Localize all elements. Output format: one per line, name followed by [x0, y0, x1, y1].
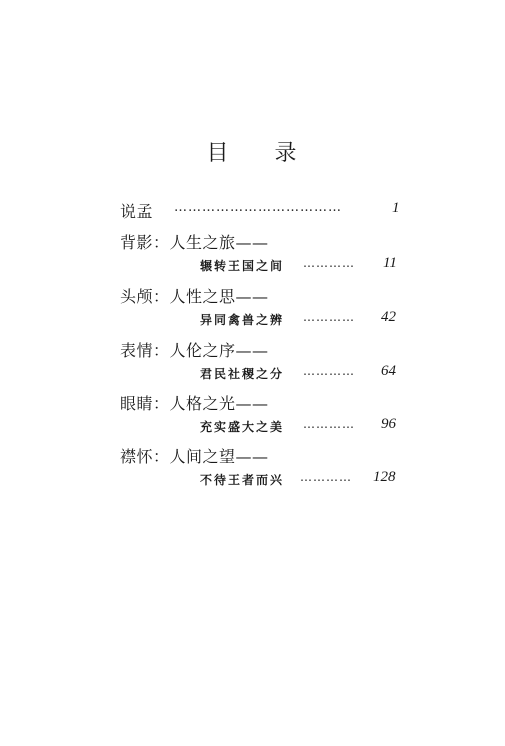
toc-entry-title[interactable]: 头颅：人性之思—— — [120, 287, 269, 306]
toc-entry-title[interactable]: 说孟 — [120, 202, 154, 221]
toc-subentry-title[interactable]: 异同禽兽之辨 — [200, 313, 285, 327]
toc-subentry-title[interactable]: 君民社稷之分 — [200, 367, 285, 381]
toc-entry-title[interactable]: 背影：人生之旅—— — [120, 233, 269, 252]
toc-page-number: 128 — [373, 469, 396, 485]
toc-entry-title[interactable]: 襟怀：人间之望—— — [120, 447, 269, 466]
toc-subentry-title[interactable]: 充实盛大之美 — [200, 420, 285, 434]
toc-entry-title[interactable]: 眼睛：人格之光—— — [120, 394, 269, 413]
toc-subentry-title[interactable]: 不待王者而兴 — [200, 473, 285, 487]
toc-leader: ………… — [303, 417, 355, 431]
toc-page-number: 64 — [381, 363, 396, 379]
toc-leader: ………… — [303, 310, 355, 324]
toc-leader: ………… — [303, 256, 355, 270]
toc-subentry-title[interactable]: 辗转王国之间 — [200, 259, 285, 273]
title-char-1: 目 — [206, 141, 231, 166]
toc-leader: ……………………………… — [174, 200, 342, 215]
toc-page-number: 96 — [381, 416, 396, 432]
toc-page-number: 42 — [381, 309, 396, 325]
toc-leader: ………… — [300, 470, 352, 484]
title-char-2: 录 — [274, 141, 299, 166]
toc-page-number: 1 — [392, 200, 400, 216]
toc-page-number: 11 — [383, 255, 397, 271]
toc-leader: ………… — [303, 364, 355, 378]
toc-entry-title[interactable]: 表情：人伦之序—— — [120, 341, 269, 360]
